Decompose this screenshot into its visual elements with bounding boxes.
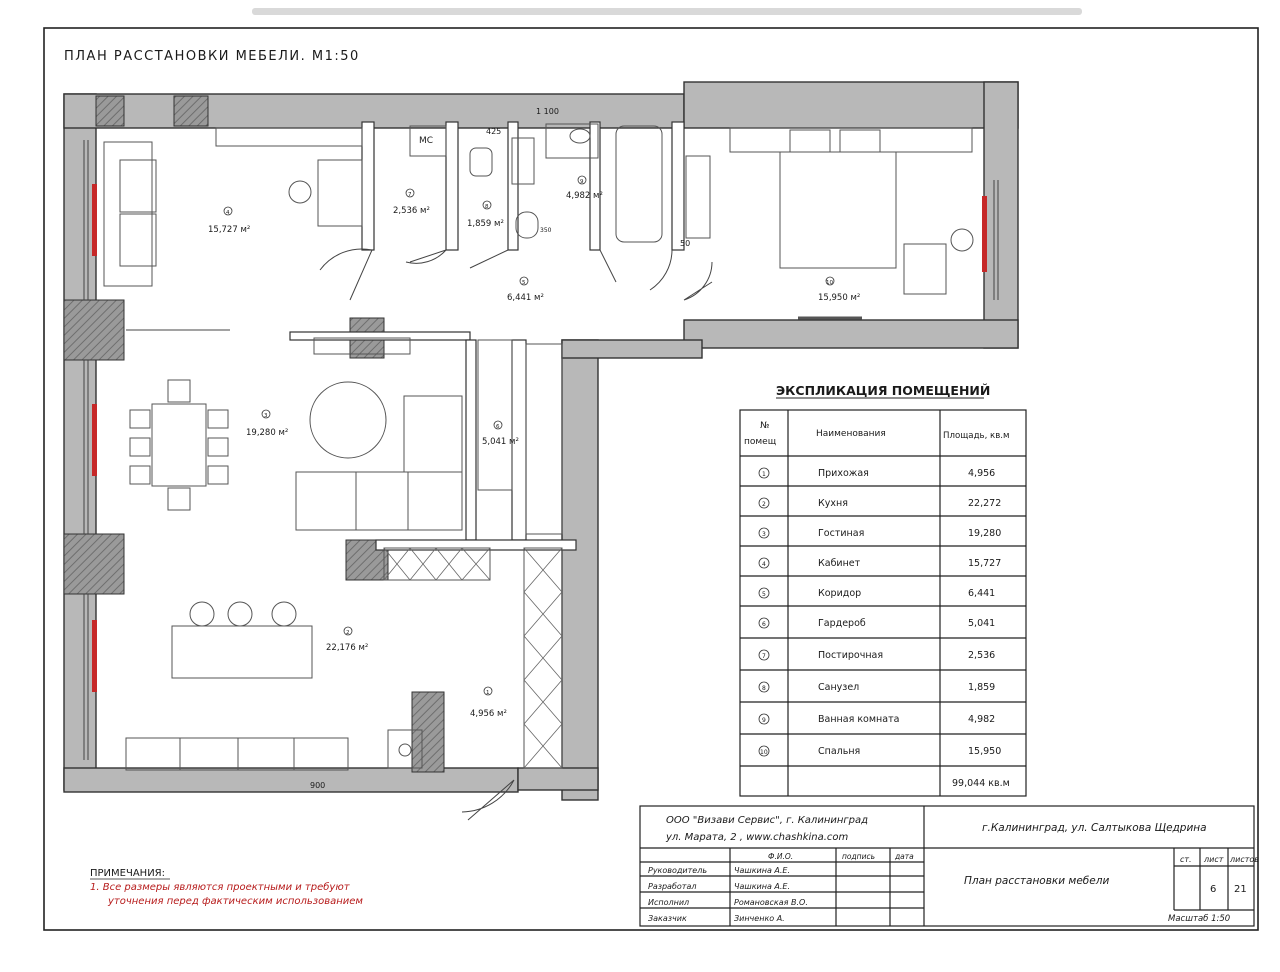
svg-text:ст.: ст. xyxy=(1180,855,1192,864)
company-line-1: ООО "Визави Сервис", г. Калининград xyxy=(666,815,869,826)
svg-text:лист: лист xyxy=(1204,855,1224,864)
explication-row-area: 5,041 xyxy=(968,618,996,629)
explication-row-name: Гостиная xyxy=(818,528,865,539)
explication-row-num: 7 xyxy=(762,653,766,660)
explication-row-name: Кабинет xyxy=(818,558,861,569)
explication-row-area: 6,441 xyxy=(968,588,996,599)
svg-text:5: 5 xyxy=(522,280,526,286)
top-scroll-shadow xyxy=(252,8,1082,15)
explication-row-name: Постирочная xyxy=(818,650,884,661)
svg-text:19,280 м²: 19,280 м² xyxy=(246,428,289,438)
explication-title: ЭКСПЛИКАЦИЯ ПОМЕЩЕНИЙ xyxy=(776,383,991,398)
explication-row-area: 19,280 xyxy=(968,528,1002,539)
svg-text:подпись: подпись xyxy=(842,852,875,861)
svg-text:Романовская В.О.: Романовская В.О. xyxy=(734,898,808,907)
explication-row-area: 4,982 xyxy=(968,714,996,725)
explication-row-area: 4,956 xyxy=(968,468,996,479)
svg-text:5,041 м²: 5,041 м² xyxy=(482,437,519,447)
explication-row-num: 9 xyxy=(762,717,766,724)
explication-row-name: Санузел xyxy=(818,682,860,693)
svg-text:№: № xyxy=(760,421,770,431)
explication-row-num: 2 xyxy=(762,501,766,508)
explication-row-area: 1,859 xyxy=(968,682,996,693)
svg-text:Наименования: Наименования xyxy=(816,429,886,439)
svg-text:8: 8 xyxy=(485,204,489,210)
svg-text:2,536 м²: 2,536 м² xyxy=(393,206,430,216)
explication-row-area: 15,727 xyxy=(968,558,1002,569)
dim-425: 425 xyxy=(486,127,502,136)
svg-text:Ф.И.О.: Ф.И.О. xyxy=(768,852,794,861)
notes-line-2: уточнения перед фактическим использованием xyxy=(108,896,363,907)
svg-text:4,982 м²: 4,982 м² xyxy=(566,191,603,201)
scale-label: Масштаб 1:50 xyxy=(1168,914,1231,924)
explication-row-num: 5 xyxy=(762,591,766,598)
svg-text:3: 3 xyxy=(264,413,268,419)
svg-text:21: 21 xyxy=(1234,884,1247,895)
svg-text:дата: дата xyxy=(895,852,914,861)
svg-text:помещ: помещ xyxy=(744,437,777,447)
dim-50: 50 xyxy=(680,239,691,248)
explication-row-num: 3 xyxy=(762,531,766,538)
explication-row-name: Коридор xyxy=(818,588,862,599)
dim-350: 350 xyxy=(540,227,552,234)
explication-row-name: Гардероб xyxy=(818,618,866,629)
notes-title: ПРИМЕЧАНИЯ: xyxy=(90,868,165,879)
svg-text:Разработал: Разработал xyxy=(648,882,697,891)
explication-row-num: 4 xyxy=(762,561,766,568)
notes-line-1: 1. Все размеры являются проектными и требуют xyxy=(90,882,350,893)
svg-text:Чашкина А.Е.: Чашкина А.Е. xyxy=(734,866,791,875)
svg-text:7: 7 xyxy=(408,192,412,198)
explication-total: 99,044 кв.м xyxy=(952,778,1010,789)
svg-text:Чашкина А.Е.: Чашкина А.Е. xyxy=(734,882,791,891)
dim-900: 900 xyxy=(310,781,326,790)
svg-text:22,176 м²: 22,176 м² xyxy=(326,643,369,653)
explication-row-num: 1 xyxy=(762,471,766,478)
explication-row-num: 8 xyxy=(762,685,766,692)
explication-row-area: 15,950 xyxy=(968,746,1002,757)
svg-text:Площадь, кв.м: Площадь, кв.м xyxy=(943,431,1010,441)
svg-text:Заказчик: Заказчик xyxy=(648,914,687,923)
explication-row-name: Прихожая xyxy=(818,468,869,479)
explication-row-num: 10 xyxy=(760,749,768,756)
svg-text:1: 1 xyxy=(486,690,490,696)
svg-text:6,441 м²: 6,441 м² xyxy=(507,293,544,303)
explication-row-area: 2,536 xyxy=(968,650,996,661)
svg-text:15,727 м²: 15,727 м² xyxy=(208,225,251,235)
explication-row-name: Спальня xyxy=(818,746,861,757)
svg-text:листов: листов xyxy=(1230,855,1259,864)
svg-text:9: 9 xyxy=(580,179,584,185)
company-line-2: ул. Марата, 2 , www.chashkina.com xyxy=(666,832,849,843)
svg-text:1,859 м²: 1,859 м² xyxy=(467,219,504,229)
explication-row-name: Ванная комната xyxy=(818,714,900,725)
drawing-title: ПЛАН РАССТАНОВКИ МЕБЕЛИ. М1:50 xyxy=(64,49,360,64)
sheet-title: План расстановки мебели xyxy=(964,875,1110,887)
svg-text:Руководитель: Руководитель xyxy=(648,866,708,875)
svg-text:6: 6 xyxy=(1210,884,1217,895)
svg-text:Зинченко А.: Зинченко А. xyxy=(734,914,785,923)
svg-text:6: 6 xyxy=(496,424,500,430)
mc-label: МС xyxy=(419,136,434,146)
svg-text:10: 10 xyxy=(826,280,833,286)
explication-row-num: 6 xyxy=(762,621,766,628)
dim-1100: 1 100 xyxy=(536,107,559,116)
svg-text:Исполнил: Исполнил xyxy=(648,898,690,907)
explication-row-area: 22,272 xyxy=(968,498,1002,509)
explication-row-name: Кухня xyxy=(818,498,848,509)
project-address: г.Калининград, ул. Салтыкова Щедрина xyxy=(982,822,1207,834)
svg-text:4: 4 xyxy=(226,210,230,216)
svg-text:15,950 м²: 15,950 м² xyxy=(818,293,861,303)
svg-text:4,956 м²: 4,956 м² xyxy=(470,709,507,719)
svg-text:2: 2 xyxy=(346,630,350,636)
